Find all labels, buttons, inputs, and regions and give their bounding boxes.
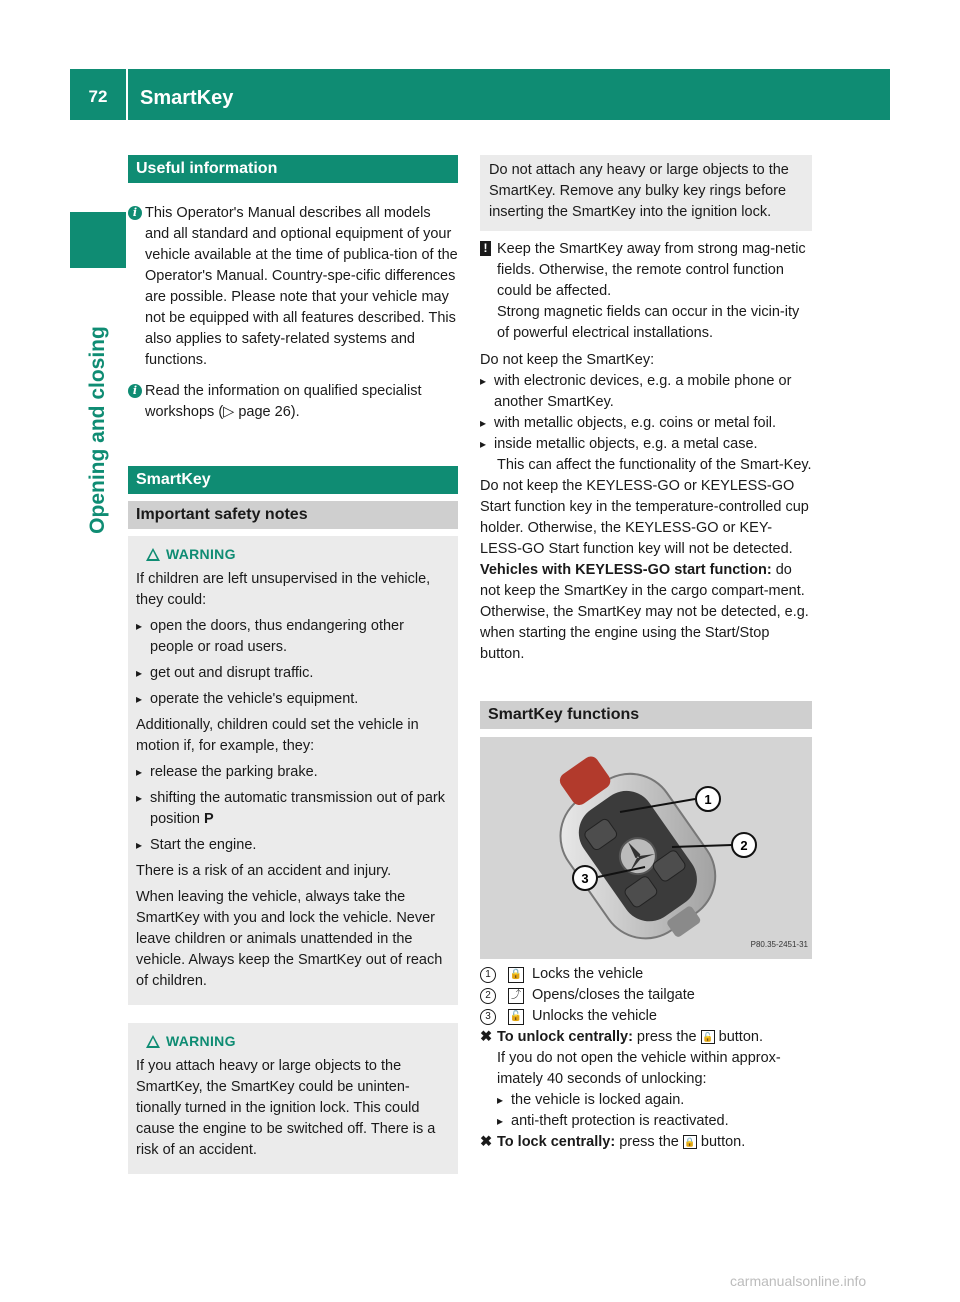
lock-step: ✖ To lock centrally: press the 🔒 button. bbox=[480, 1132, 812, 1153]
callout-label: Locks the vehicle bbox=[532, 966, 644, 982]
caution-paragraph: ! Keep the SmartKey away from strong mag-netic fields. Otherwise, the remote control function could be affected. bbox=[480, 239, 812, 302]
list-item: ▸ open the doors, thus endangering other people or road users. bbox=[136, 616, 450, 658]
svg-text:2: 2 bbox=[740, 838, 748, 853]
warning-mid: Additionally, children could set the vehicle in motion if, for example, they: bbox=[136, 717, 419, 754]
list-item: ▸ release the parking brake. bbox=[136, 762, 450, 783]
useful-heading: Useful information bbox=[128, 155, 458, 183]
caution-paragraph-2: Strong magnetic fields can occur in the vicin-ity of powerful electrical installations. bbox=[497, 304, 800, 341]
warning-box-1 bbox=[128, 536, 458, 1005]
callout-number: 3 bbox=[480, 1009, 496, 1025]
list-item: ▸ with electronic devices, e.g. a mobile phone or another SmartKey. bbox=[480, 371, 812, 413]
list-item: ▸ with metallic objects, e.g. coins or metal foil. bbox=[480, 413, 812, 434]
not-keep-heading: Do not keep the SmartKey: bbox=[480, 352, 655, 368]
image-code: P80.35-2451-31 bbox=[750, 940, 808, 949]
callout-label: Opens/closes the tailgate bbox=[532, 987, 695, 1003]
info-paragraph-2: i Read the information on qualified specialist workshops (▷ page 26). bbox=[128, 381, 458, 423]
step-arrow-icon: ✖ bbox=[480, 1029, 493, 1045]
callout-number: 1 bbox=[480, 967, 496, 983]
list-item: ▸ the vehicle is locked again. bbox=[497, 1090, 812, 1111]
callout-row-3 bbox=[480, 1006, 812, 1027]
lock-icon: 🔒 bbox=[508, 967, 524, 983]
list-item: ▸ inside metallic objects, e.g. a metal case. bbox=[480, 434, 812, 455]
svg-text:1: 1 bbox=[704, 792, 712, 807]
info-paragraph-1: i This Operator's Manual describes all models and all standard and optional equipment of your vehicle available at the time of publica-tion of the Operator's Manual. Country-spe-cific differences are possible. Please note that your vehicle may not be equipped with all features described. This also applies to safety-related systems and functions. bbox=[128, 203, 458, 371]
exclamation-icon: ! bbox=[480, 241, 491, 256]
header-divider bbox=[126, 69, 128, 120]
warning-intro: If children are left unsupervised in the vehicle, they could: bbox=[136, 571, 431, 608]
smartkey-illustration bbox=[480, 737, 812, 959]
info-icon: i bbox=[128, 384, 142, 398]
info-icon: i bbox=[128, 206, 142, 220]
note-box: Do not attach any heavy or large objects to the SmartKey. Remove any bulky key rings before inserting the SmartKey into the ignition lock. bbox=[480, 155, 812, 231]
functions-heading: SmartKey functions bbox=[480, 701, 812, 729]
keyless-text: Do not keep the KEYLESS-GO or KEYLESS-GO Start function key in the temperature-controlled cup holder. Otherwise, the KEYLESS-GO or KEY-LESS-GO Start function key will not be detected. bbox=[480, 478, 809, 557]
list-item: ▸ anti-theft protection is reactivated. bbox=[497, 1111, 812, 1132]
watermark: carmanualsonline.info bbox=[730, 1273, 867, 1289]
warning-box-2 bbox=[128, 1023, 458, 1174]
warning-header: WARNING bbox=[136, 1031, 450, 1052]
step-arrow-icon: ✖ bbox=[480, 1134, 493, 1150]
page-number: 72 bbox=[88, 87, 108, 106]
warning-closing: When leaving the vehicle, always take the SmartKey with you and lock the vehicle. Never leave children or animals unattended in the vehicle. Always keep the SmartKey out of reach of children. bbox=[136, 889, 443, 989]
page-ref-icon: ▷ bbox=[223, 404, 239, 420]
lock-icon: 🔒 bbox=[684, 1137, 696, 1148]
warning-header: WARNING bbox=[136, 544, 450, 565]
warning-icon bbox=[146, 548, 160, 561]
list-item: ▸ Start the engine. bbox=[136, 835, 450, 856]
smartkey-heading: SmartKey bbox=[128, 466, 458, 494]
list-item: ▸ get out and disrupt traffic. bbox=[136, 663, 450, 684]
warning-icon bbox=[146, 1035, 160, 1048]
side-tab-marker bbox=[70, 212, 126, 268]
section-side-label: Opening and closing bbox=[86, 326, 109, 534]
page-title: SmartKey bbox=[140, 87, 234, 109]
smartkey-image bbox=[480, 737, 812, 959]
left-column bbox=[128, 155, 458, 1174]
unlock-icon: 🔓 bbox=[508, 1009, 524, 1025]
callout-label: Unlocks the vehicle bbox=[532, 1008, 657, 1024]
vehicles-text: Vehicles with KEYLESS-GO start function: do not keep the SmartKey in the cargo compart-ment. Otherwise, the SmartKey may not be detected, e.g. when starting the engine using the Start/Stop button. bbox=[480, 562, 809, 662]
svg-text:3: 3 bbox=[581, 871, 589, 886]
warning-risk: There is a risk of an accident and injury. bbox=[136, 863, 392, 879]
unlock-step: ✖ To unlock centrally: press the 🔓 button. bbox=[480, 1027, 812, 1048]
unlock-info: If you do not open the vehicle within approx-imately 40 seconds of unlocking: bbox=[497, 1050, 781, 1087]
list-item: ▸ operate the vehicle's equipment. bbox=[136, 689, 450, 710]
warning-text: If you attach heavy or large objects to the SmartKey, the SmartKey could be uninten-tionally turned in the ignition lock. This could cause the engine to be switched off. There is a risk of an accident. bbox=[136, 1058, 436, 1158]
safety-heading: Important safety notes bbox=[128, 501, 458, 529]
unlock-icon: 🔓 bbox=[702, 1032, 714, 1043]
affect-text: This can affect the functionality of the Smart-Key. bbox=[497, 457, 812, 473]
callout-number: 2 bbox=[480, 988, 496, 1004]
right-column bbox=[480, 155, 812, 1153]
page-ref-link[interactable]: page 26). bbox=[238, 404, 300, 420]
tailgate-icon: ⤴ bbox=[508, 988, 524, 1004]
callout-row-2 bbox=[480, 985, 812, 1006]
list-item: ▸ shifting the automatic transmission out of park position P bbox=[136, 788, 450, 830]
callout-row-1 bbox=[480, 964, 812, 985]
